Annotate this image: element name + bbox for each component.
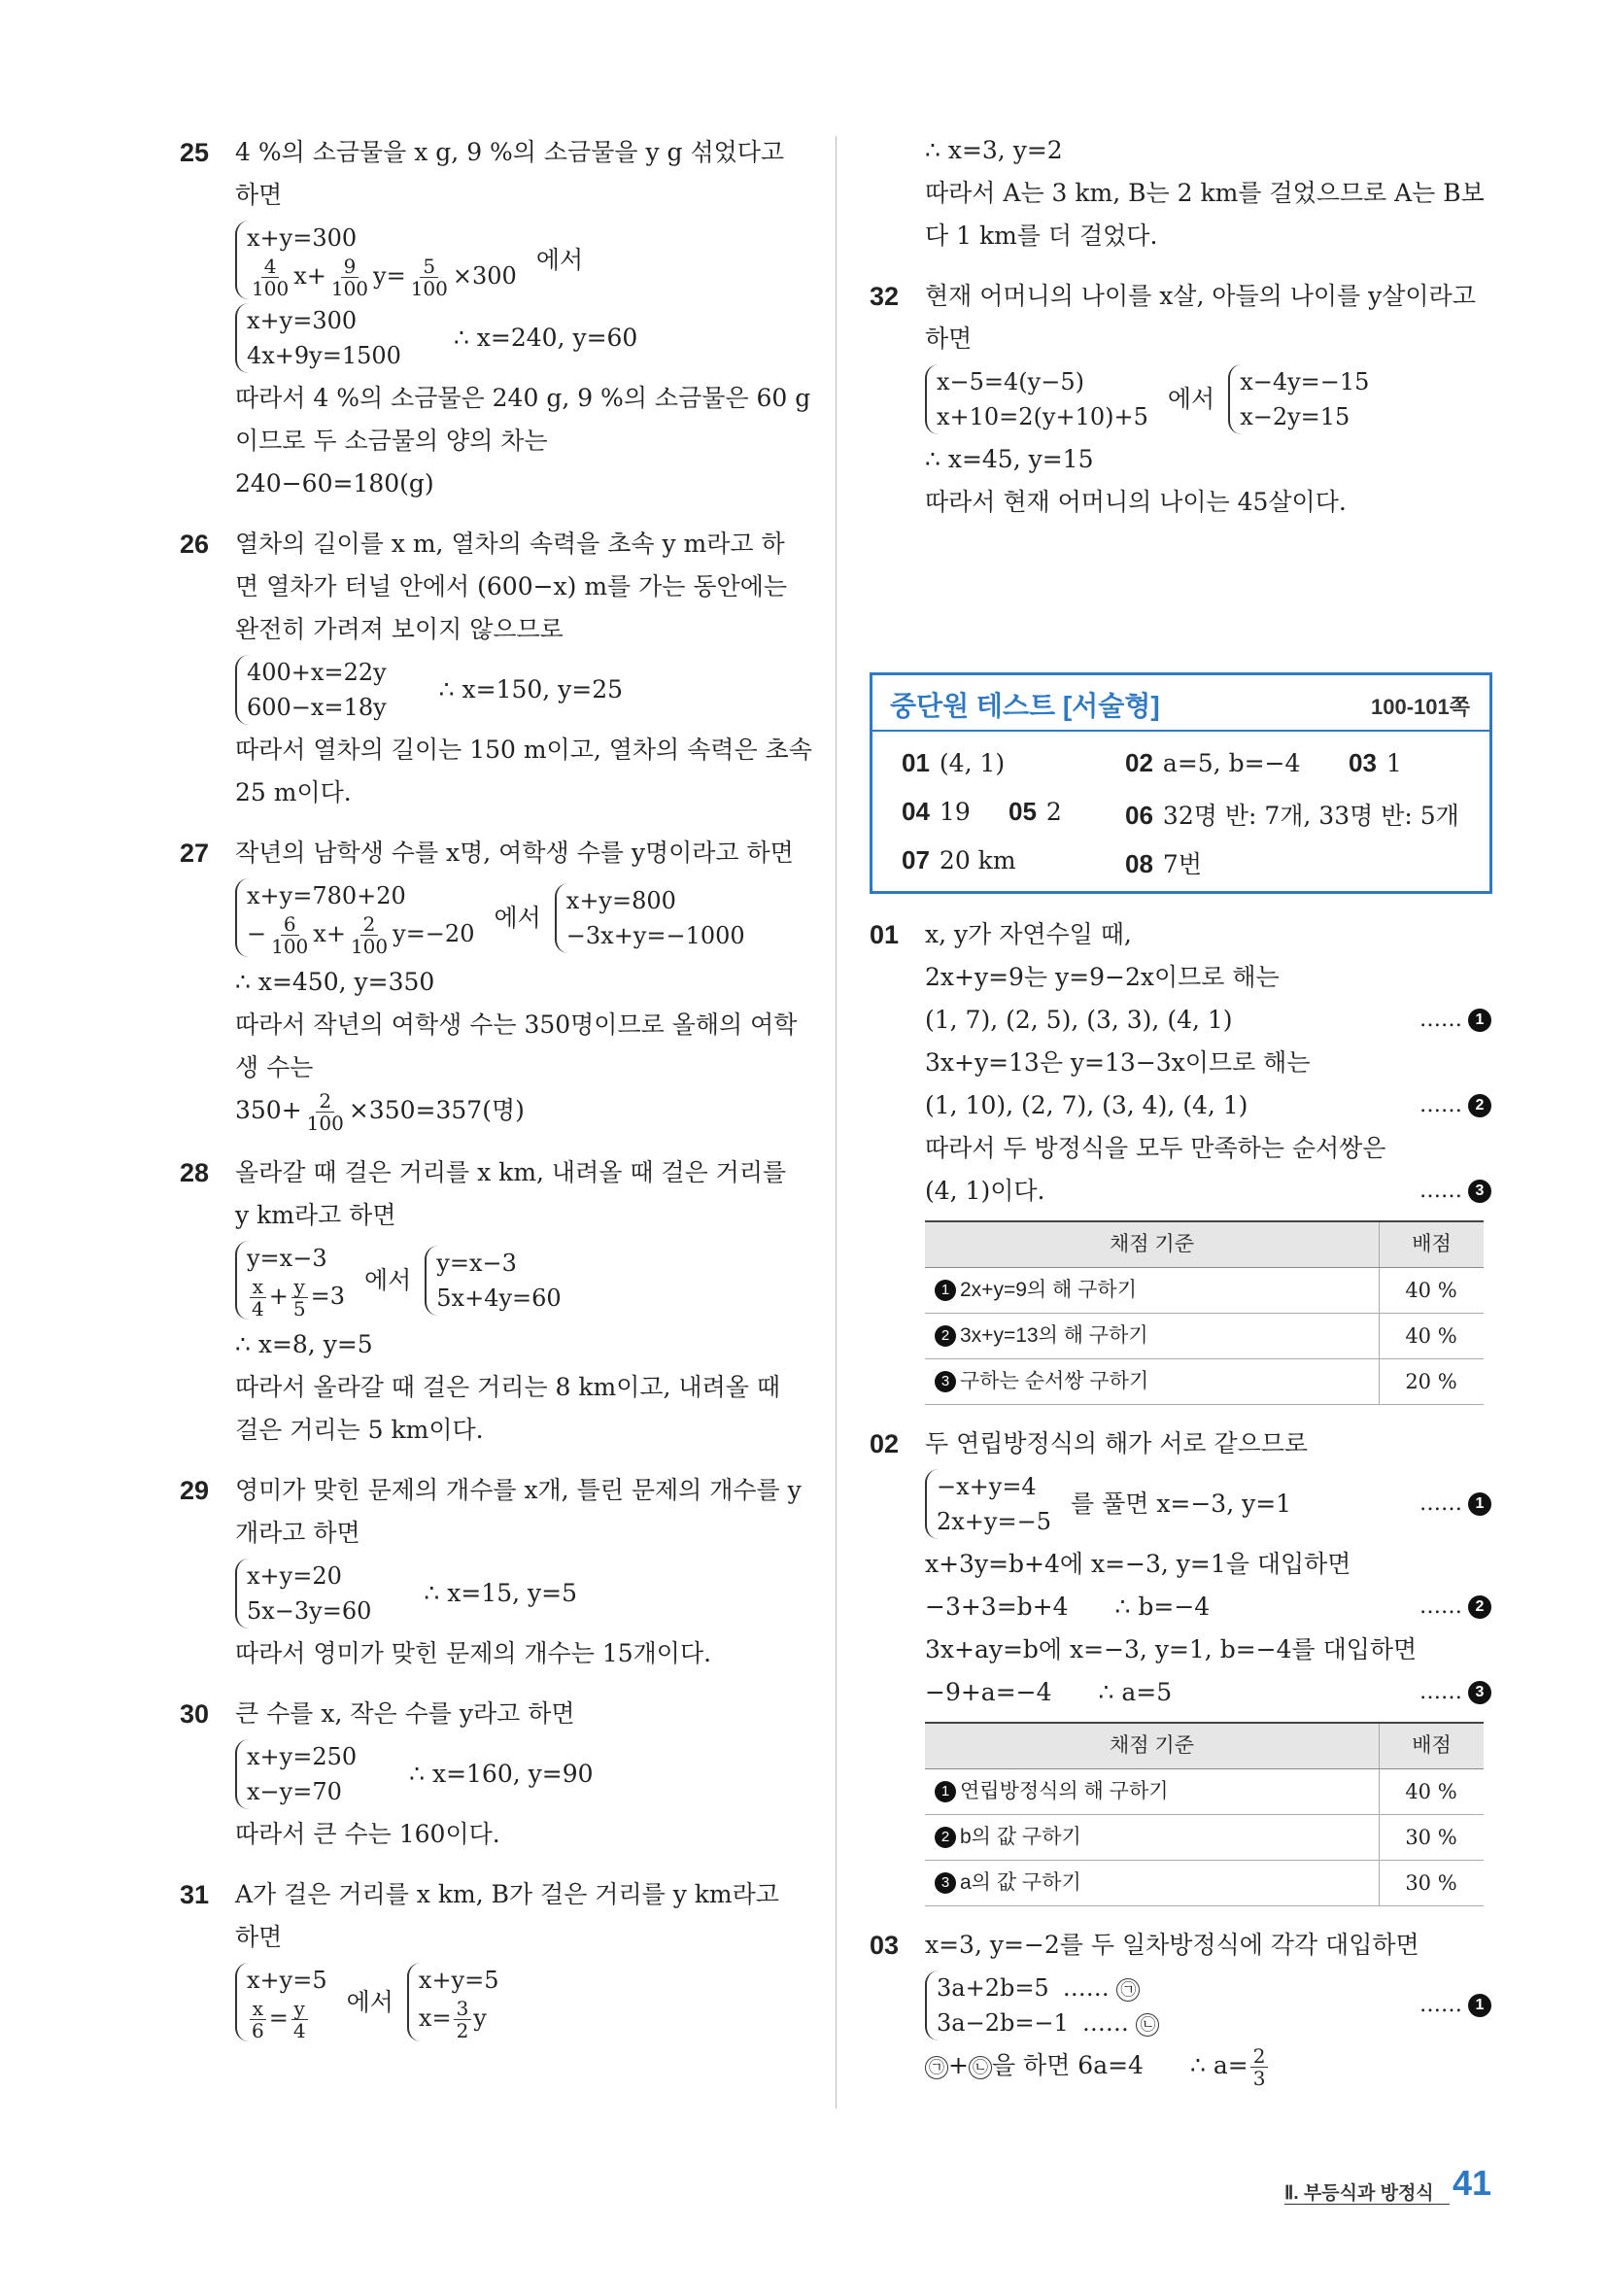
equation-system: 3a+2b=5 …… ㉠ 3a−2b=−1 …… ㉡ …… 1 <box>925 1970 1491 2040</box>
answer-07: 07 20 km <box>902 845 1016 874</box>
step-marker: …… 1 <box>1419 999 1491 1042</box>
equation-system: x+y=300 $\frac{4}{100}$ x+ $\frac{9}{100}$ y= $\frac{5}{100}$ ×300 에서 <box>235 221 802 299</box>
problem-number: 27 <box>180 839 210 868</box>
page-reference: 100-101쪽 <box>1371 695 1470 719</box>
answer-08: 08 7번 <box>1125 849 1202 878</box>
box-title: 중단원 테스트 [서술형] <box>890 691 1160 721</box>
problem-03: 03 x=3, y=−2를 두 일차방정식에 각각 대입하면 3a+2b=5 …… ㉠ 3a−2b=−1 …… ㉡ …… 1 ㉠ + ㉡ 을 하면 6a=4 ∴ a= $\frac{2}{3}$ <box>870 1924 1491 2089</box>
right-column-top <box>870 131 1491 541</box>
problem-number: 25 <box>180 138 210 167</box>
step-marker: …… 2 <box>1419 1586 1491 1628</box>
answer-02: 02 a=5, b=−4 <box>1125 748 1301 777</box>
problem-number: 26 <box>180 530 210 559</box>
problem-32: 32 현재 어머니의 나이를 x살, 아들의 나이를 y살이라고 하면 x−5=4(y−5) x+10=2(y+10)+5 에서 x−4y=−15 x−2y=15 ∴ x=45, y=15 따라서 현재 어머니의 나이는 45살이다. <box>870 275 1491 524</box>
equation-system: x+y=250 x−y=70 ∴ x=160, y=90 <box>235 1739 802 1809</box>
answer-01: 01 (4, 1) <box>902 748 1006 777</box>
grading-table: 채점 기준 배점 1 연립방정식의 해 구하기 40 % 2 b의 값 구하기 30 % 3 a의 값 구하기 30 % <box>925 1722 1484 1906</box>
equation-system: x+y=780+20 − $\frac{6}{100}$ x+ $\frac{2}{100}$ y=−20 에서 x+y=800 −3x+y=−1000 <box>235 878 802 957</box>
table-row: 2 b의 값 구하기 30 % <box>925 1815 1484 1861</box>
equation-system: x+y=300 4x+9y=1500 ∴ x=240, y=60 <box>235 303 802 373</box>
page-number: 41 <box>1453 2163 1492 2203</box>
problem-number: 28 <box>180 1158 210 1187</box>
problem-01: 01 x, y가 자연수일 때, 2x+y=9는 y=9−2x이므로 해는 (1, 7), (2, 5), (3, 3), (4, 1) …… 1 3x+y=13은 y=13−3x이므로 해는 (1, 10), (2, 7), (3, 4), (4, 1) …… 2 따라서 두 방정식을 모두 만족하는 순서쌍은 (4, 1)이다. …… 3 채점 기준 배점 1 2x+y=9의 해 구하기 40 % 2 3x+y=13의 해 구하기 40 % 3 구하는 순서쌍 구하기 20 % <box>870 913 1491 1405</box>
problem-number: 31 <box>180 1880 210 1909</box>
answer-06: 06 32명 반: 7개, 33명 반: 5개 <box>1125 801 1459 830</box>
answer-04: 04 19 <box>902 797 971 826</box>
problem-number: 32 <box>870 282 900 311</box>
answer-05: 05 2 <box>1009 797 1062 826</box>
footer-rule <box>1284 2204 1450 2205</box>
step-marker: …… 1 <box>1419 1483 1491 1525</box>
problem-27: 27 작년의 남학생 수를 x명, 여학생 수를 y명이라고 하면 x+y=780+20 − $\frac{6}{100}$ x+ $\frac{2}{100}$ y=−20 에서 x+y=800 −3x+y=−1000 ∴ x=450, y=350 따라서 작년의 여학생 수는 350명이므로 올해의 여학 생 수는 350+ $\frac{2}{100}$ ×350=357(명) <box>180 832 802 1134</box>
grading-table: 채점 기준 배점 1 2x+y=9의 해 구하기 40 % 2 3x+y=13의 해 구하기 40 % 3 구하는 순서쌍 구하기 20 % <box>925 1220 1484 1405</box>
equation-system: x+y=20 5x−3y=60 ∴ x=15, y=5 <box>235 1559 802 1628</box>
problem-30: 30 큰 수를 x, 작은 수를 y라고 하면 x+y=250 x−y=70 ∴ x=160, y=90 따라서 큰 수는 160이다. <box>180 1693 802 1856</box>
step-marker: …… 1 <box>1419 1984 1491 2027</box>
table-row: 1 연립방정식의 해 구하기 40 % <box>925 1769 1484 1815</box>
section-label: Ⅱ. 부등식과 방정식 <box>1284 2183 1434 2204</box>
step-marker: …… 3 <box>1419 1170 1491 1213</box>
problem-31: 31 A가 걸은 거리를 x km, B가 걸은 거리를 y km라고 하면 x+y=5 $\frac{x}{6}$ = $\frac{y}{4}$ 에서 x+y=5 x= $\frac{3}{2}$ y <box>180 1873 802 2041</box>
problem-number: 02 <box>870 1429 900 1458</box>
problem-28: 28 올라갈 때 걸은 거리를 x km, 내려올 때 걸은 거리를 y km라고 하면 y=x−3 $\frac{x}{4}$ + $\frac{y}{5}$ =3 에서 y=x−3 5x+4y=60 ∴ x=8, y=5 따라서 올라갈 때 걸은 거리는 8 km이고, 내려올 때 걸은 거리는 5 km이다. <box>180 1151 802 1452</box>
column-divider <box>836 136 837 2108</box>
step-marker: …… 2 <box>1419 1084 1491 1127</box>
answer-summary-box <box>870 672 1492 894</box>
equation-system: 400+x=22y 600−x=18y ∴ x=150, y=25 <box>235 655 802 725</box>
table-row: 2 3x+y=13의 해 구하기 40 % <box>925 1314 1484 1359</box>
problem-number: 03 <box>870 1931 900 1960</box>
right-column-bottom <box>870 913 1491 2107</box>
table-row: 3 a의 값 구하기 30 % <box>925 1861 1484 1906</box>
step-marker: …… 3 <box>1419 1671 1491 1714</box>
table-row: 3 구하는 순서쌍 구하기 20 % <box>925 1359 1484 1405</box>
problem-02: 02 두 연립방정식의 해가 서로 같으므로 −x+y=4 2x+y=−5 를 풀면 x=−3, y=1 …… 1 x+3y=b+4에 x=−3, y=1을 대입하면 −3+3=b+4 ∴ b=−4 …… 2 3x+ay=b에 x=−3, y=1, b=−4를 대입하면 −9+a=−4 ∴ a=5 …… 3 채점 기준 배점 1 연립방정식의 해 구하기 40 % 2 b의 값 구하기 30 % 3 a의 값 구하기 30 % <box>870 1422 1491 1906</box>
answer-03: 03 1 <box>1349 748 1402 777</box>
table-row: 1 2x+y=9의 해 구하기 40 % <box>925 1268 1484 1314</box>
problem-number: 01 <box>870 920 900 949</box>
equation-system: y=x−3 $\frac{x}{4}$ + $\frac{y}{5}$ =3 에서 y=x−3 5x+4y=60 <box>235 1241 802 1319</box>
problem-26: 26 열차의 길이를 x m, 열차의 속력을 초속 y m라고 하 면 열차가 터널 안에서 (600−x) m를 가는 동안에는 완전히 가려져 보이지 않으므로 400+x=22y 600−x=18y ∴ x=150, y=25 따라서 열차의 길이는 150 m이고, 열차의 속력은 초속 25 m이다. <box>180 523 802 814</box>
equation-system: −x+y=4 2x+y=−5 를 풀면 x=−3, y=1 …… 1 <box>925 1469 1491 1539</box>
equation-system: x−5=4(y−5) x+10=2(y+10)+5 에서 x−4y=−15 x−2y=15 <box>925 364 1491 434</box>
problem-number: 30 <box>180 1699 210 1729</box>
problem-29: 29 영미가 맞힌 문제의 개수를 x개, 틀린 문제의 개수를 y 개라고 하면 x+y=20 5x−3y=60 ∴ x=15, y=5 따라서 영미가 맞힌 문제의 개수는 15개이다. <box>180 1469 802 1675</box>
problem-31-continued: ∴ x=3, y=2 따라서 A는 3 km, B는 2 km를 걸었으므로 A는 B보 다 1 km를 더 걸었다. <box>925 136 1485 250</box>
equation-system: x+y=5 $\frac{x}{6}$ = $\frac{y}{4}$ 에서 x+y=5 x= $\frac{3}{2}$ y <box>235 1963 802 2041</box>
problem-number: 29 <box>180 1476 210 1505</box>
left-column <box>180 131 812 2059</box>
problem-25: 25 4 %의 소금물을 x g, 9 %의 소금물을 y g 섞었다고 하면 x+y=300 $\frac{4}{100}$ x+ $\frac{9}{100}$ y= $\frac{5}{100}$ ×300 에서 x+y=300 4x+9y=1500 ∴ x=240, y=60 따라서 4 %의 소금물은 240 g, 9 %의 소금물은 60 g 이므로 두 소금물의 양의 차는 240−60=180(g) <box>180 131 802 505</box>
